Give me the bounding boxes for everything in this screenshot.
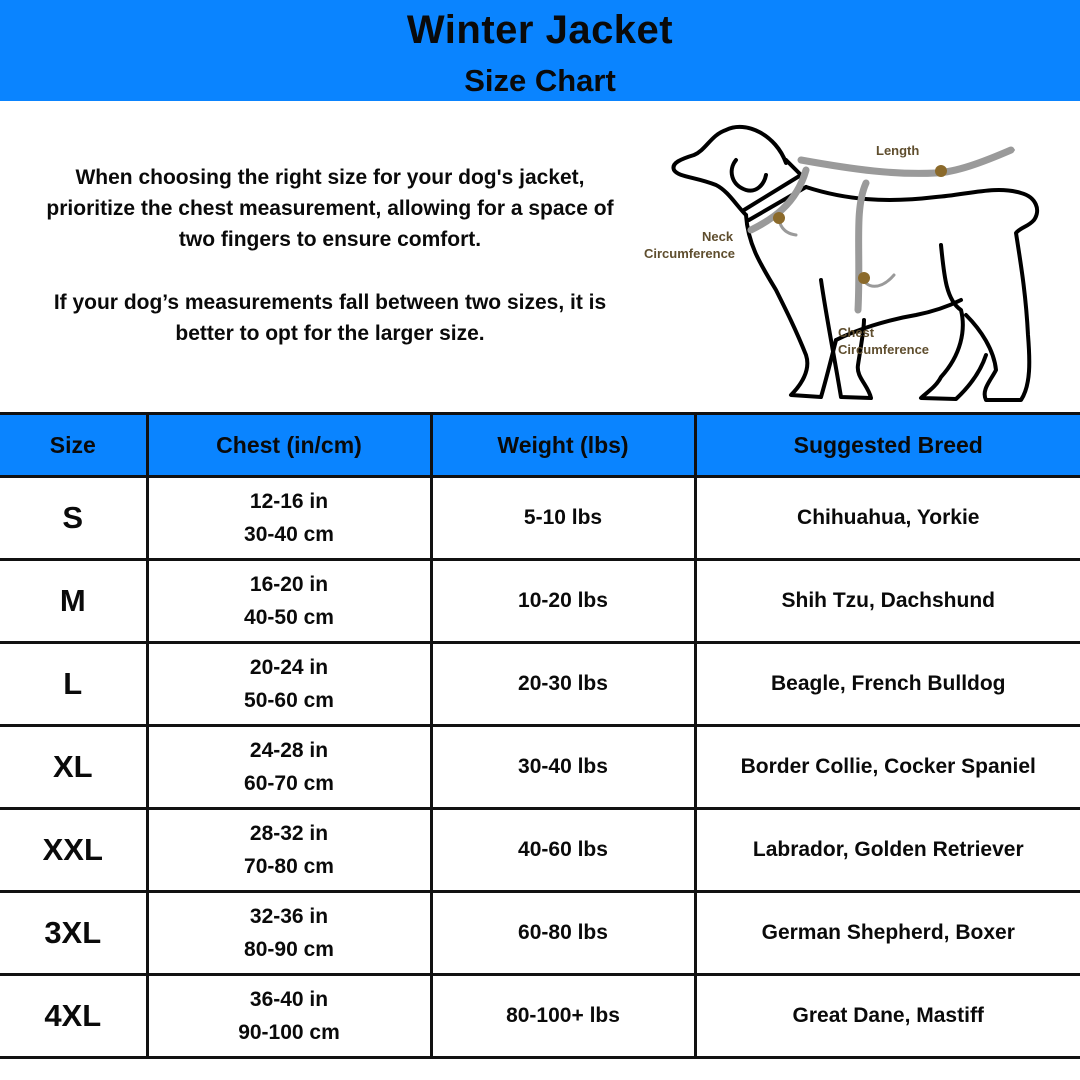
table-row xyxy=(0,643,1080,726)
chest-cell xyxy=(147,643,431,726)
neck-label-line1: Neck xyxy=(702,229,734,244)
size-cell: 4XL xyxy=(0,975,147,1058)
table-row xyxy=(0,975,1080,1058)
breed-cell: Shih Tzu, Dachshund xyxy=(695,560,1080,643)
column-header-size: Size xyxy=(0,414,147,477)
dog-outline-icon xyxy=(636,115,1076,410)
size-cell: XL xyxy=(0,726,147,809)
chest-in: 16-20 in xyxy=(249,573,329,596)
table-row xyxy=(0,560,1080,643)
table-row xyxy=(0,477,1080,560)
chest-cell xyxy=(147,975,431,1058)
size-cell: S xyxy=(0,477,147,560)
chest-in: 36-40 in xyxy=(249,988,329,1011)
size-cell: L xyxy=(0,643,147,726)
column-header-breed: Suggested Breed xyxy=(695,414,1080,477)
chest-label-line2: Circumference xyxy=(838,342,930,357)
chest-cm: 50-60 cm xyxy=(244,689,334,712)
chest-in: 28-32 in xyxy=(249,822,329,845)
chest-cm: 70-80 cm xyxy=(244,855,334,878)
size-cell: M xyxy=(0,560,147,643)
breed-cell: Border Collie, Cocker Spaniel xyxy=(695,726,1080,809)
intro-paragraph-chest: When choosing the right size for your dog's jacket, prioritize the chest measurement, allowing for a space of two fingers to ensure comfort. xyxy=(46,166,614,251)
size-chart-table xyxy=(0,412,1080,1059)
chest-cell xyxy=(147,892,431,975)
intro-paragraph-between-sizes: If your dog’s measurements fall between two sizes, it is better to opt for the larger size. xyxy=(53,291,607,345)
table-row xyxy=(0,809,1080,892)
table-header-row xyxy=(0,414,1080,477)
page-subtitle: Size Chart xyxy=(464,63,616,98)
weight-cell: 40-60 lbs xyxy=(431,809,695,892)
size-cell: XXL xyxy=(0,809,147,892)
table-row xyxy=(0,726,1080,809)
chest-cm: 30-40 cm xyxy=(244,523,334,546)
table-row xyxy=(0,892,1080,975)
chest-cm: 90-100 cm xyxy=(238,1021,340,1044)
neck-label-line2: Circumference xyxy=(644,246,736,261)
chest-cell xyxy=(147,809,431,892)
chest-in: 20-24 in xyxy=(249,656,329,679)
chest-label-line1: Chest xyxy=(838,325,875,340)
length-label: Length xyxy=(876,143,920,158)
title-banner xyxy=(0,0,1080,101)
weight-cell: 20-30 lbs xyxy=(431,643,695,726)
weight-cell: 10-20 lbs xyxy=(431,560,695,643)
page-title: Winter Jacket xyxy=(406,8,674,52)
breed-cell: Chihuahua, Yorkie xyxy=(695,477,1080,560)
chest-cell xyxy=(147,726,431,809)
chest-in: 12-16 in xyxy=(249,490,329,513)
chest-in: 24-28 in xyxy=(249,739,329,762)
chest-cm: 60-70 cm xyxy=(244,772,334,795)
chest-cell xyxy=(147,477,431,560)
chest-cm: 80-90 cm xyxy=(244,938,334,961)
dog-measurement-illustration xyxy=(636,115,1076,410)
weight-cell: 60-80 lbs xyxy=(431,892,695,975)
size-cell: 3XL xyxy=(0,892,147,975)
chest-cell xyxy=(147,560,431,643)
breed-cell: Great Dane, Mastiff xyxy=(695,975,1080,1058)
chest-in: 32-36 in xyxy=(249,905,329,928)
breed-cell: Labrador, Golden Retriever xyxy=(695,809,1080,892)
column-header-weight: Weight (lbs) xyxy=(431,414,695,477)
breed-cell: Beagle, French Bulldog xyxy=(695,643,1080,726)
breed-cell: German Shepherd, Boxer xyxy=(695,892,1080,975)
weight-cell: 30-40 lbs xyxy=(431,726,695,809)
weight-cell: 80-100+ lbs xyxy=(431,975,695,1058)
chest-cm: 40-50 cm xyxy=(244,606,334,629)
column-header-chest: Chest (in/cm) xyxy=(147,414,431,477)
weight-cell: 5-10 lbs xyxy=(431,477,695,560)
